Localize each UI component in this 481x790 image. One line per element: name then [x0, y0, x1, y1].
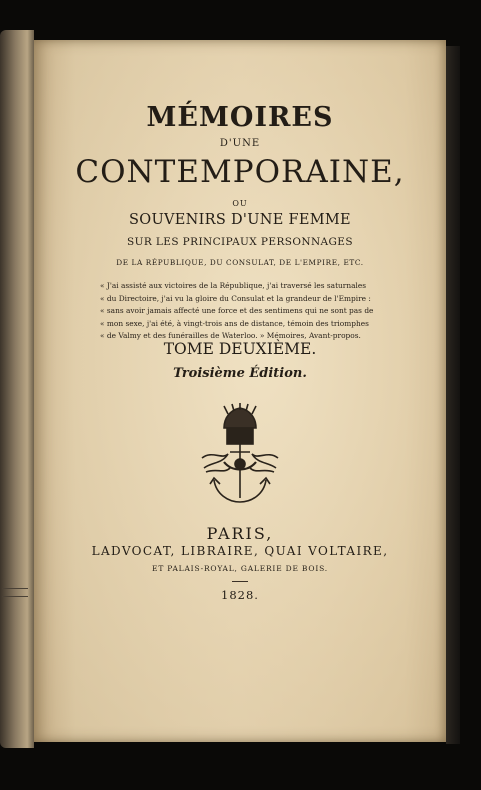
imprint-publisher: LADVOCAT, LIBRAIRE, QUAI VOLTAIRE,	[91, 544, 389, 558]
volume-label: TOME DEUXIÈME.	[163, 340, 317, 358]
epigraph-line: « J'ai assisté aux victoires de la République, j'ai traversé les saturnales	[100, 281, 367, 290]
main-title: CONTEMPORAINE,	[75, 154, 405, 190]
epigraph	[100, 280, 412, 343]
alternate-title: SOUVENIRS D'UNE FEMME	[129, 212, 351, 228]
title-page	[34, 40, 446, 742]
title-prefix: D'UNE	[219, 138, 261, 149]
title-conjunction: OU	[232, 199, 248, 208]
edition-label: Troisième Édition.	[173, 366, 307, 381]
publication-year: 1828.	[221, 588, 259, 602]
subject-line: SUR LES PRINCIPAUX PERSONNAGES	[127, 236, 353, 248]
imprint-address: ET PALAIS-ROYAL, GALERIE DE BOIS.	[152, 564, 328, 573]
book-title: MÉMOIRES	[146, 102, 334, 133]
divider	[232, 581, 248, 582]
epigraph-line: « de Valmy et des funérailles de Waterloo. » Mémoires, Avant-propos.	[100, 331, 361, 341]
imprint-city: PARIS,	[206, 524, 274, 543]
anchor-printer-mark-icon	[194, 402, 286, 510]
epigraph-line: « mon sexe, j'ai été, à vingt-trois ans de distance, témoin des triomphes	[100, 318, 369, 328]
book-fore-edge	[0, 30, 34, 748]
epigraph-line: « sans avoir jamais affecté une force et des sentimens qui ne sont pas de	[100, 306, 374, 316]
book-cover-edge	[446, 46, 460, 744]
epigraph-line: « du Directoire, j'ai vu la gloire du Consulat et la grandeur de l'Empire :	[100, 293, 371, 303]
subject-detail: DE LA RÉPUBLIQUE, DU CONSULAT, DE L'EMPIRE, ETC.	[116, 258, 364, 267]
